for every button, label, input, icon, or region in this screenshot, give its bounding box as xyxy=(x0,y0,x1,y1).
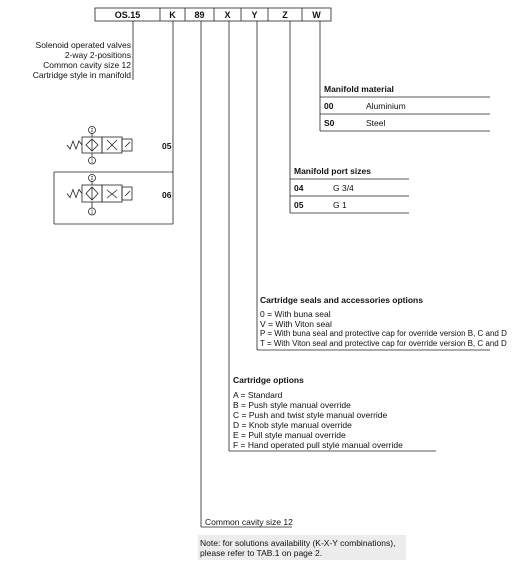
code-z: Z xyxy=(282,10,288,20)
seals-title: Cartridge seals and accessories options xyxy=(260,295,423,305)
port-size-code: 05 xyxy=(294,200,304,210)
k-option-06: 06 xyxy=(162,190,172,200)
cartridge-option: C = Push and twist style manual override xyxy=(233,410,388,420)
port-label-1b: 1 xyxy=(90,209,94,216)
description-line: Cartridge style in manifold xyxy=(32,70,131,80)
manifold-material-title: Manifold material xyxy=(324,84,394,94)
port-size-code: 04 xyxy=(294,183,304,193)
port-sizes-title: Manifold port sizes xyxy=(294,166,371,176)
cartridge-options-title: Cartridge options xyxy=(233,375,304,385)
description-block xyxy=(33,40,131,80)
k-option-05: 05 xyxy=(162,141,172,151)
description-line: Common cavity size 12 xyxy=(43,60,131,70)
seal-option: T = With Viton seal and protective cap for override version B, C and D xyxy=(260,339,507,348)
code-os15: OS.15 xyxy=(114,10,141,20)
code-w: W xyxy=(312,10,321,20)
code-89: 89 xyxy=(194,10,205,20)
port-label-2a: 2 xyxy=(90,128,94,134)
valve-symbol-05 xyxy=(67,127,132,165)
cartridge-option: D = Knob style manual override xyxy=(233,420,352,430)
material-code: S0 xyxy=(324,118,335,128)
code-k: K xyxy=(169,10,176,20)
code-x: X xyxy=(224,10,231,20)
description-line: 2-way 2-positions xyxy=(64,50,131,60)
seal-option: 0 = With buna seal xyxy=(260,309,331,319)
seal-option: V = With Viton seal xyxy=(260,319,332,329)
port-label-2b: 2 xyxy=(90,176,94,182)
cartridge-option: E = Pull style manual override xyxy=(233,430,346,440)
cartridge-option: A = Standard xyxy=(233,390,283,400)
code-y: Y xyxy=(251,10,258,20)
seal-option: P = With buna seal and protective cap for override version B, C and D xyxy=(260,329,507,338)
material-label: Aluminium xyxy=(366,101,406,111)
port-size-label: G 1 xyxy=(333,200,347,210)
port-size-label: G 3/4 xyxy=(333,183,354,193)
cavity-label: Common cavity size 12 xyxy=(205,517,293,527)
cartridge-option: B = Push style manual override xyxy=(233,400,351,410)
port-label-1a: 1 xyxy=(90,158,94,165)
cartridge-option: F = Hand operated pull style manual override xyxy=(233,440,403,450)
description-line: Solenoid operated valves xyxy=(35,40,131,50)
material-code: 00 xyxy=(324,101,334,111)
note-line-1: Note: for solutions availability (K-X-Y combinations), xyxy=(200,538,396,548)
valve-symbol-06 xyxy=(67,175,132,216)
note-line-2: please refer to TAB.1 on page 2. xyxy=(200,548,323,558)
material-label: Steel xyxy=(366,118,386,128)
